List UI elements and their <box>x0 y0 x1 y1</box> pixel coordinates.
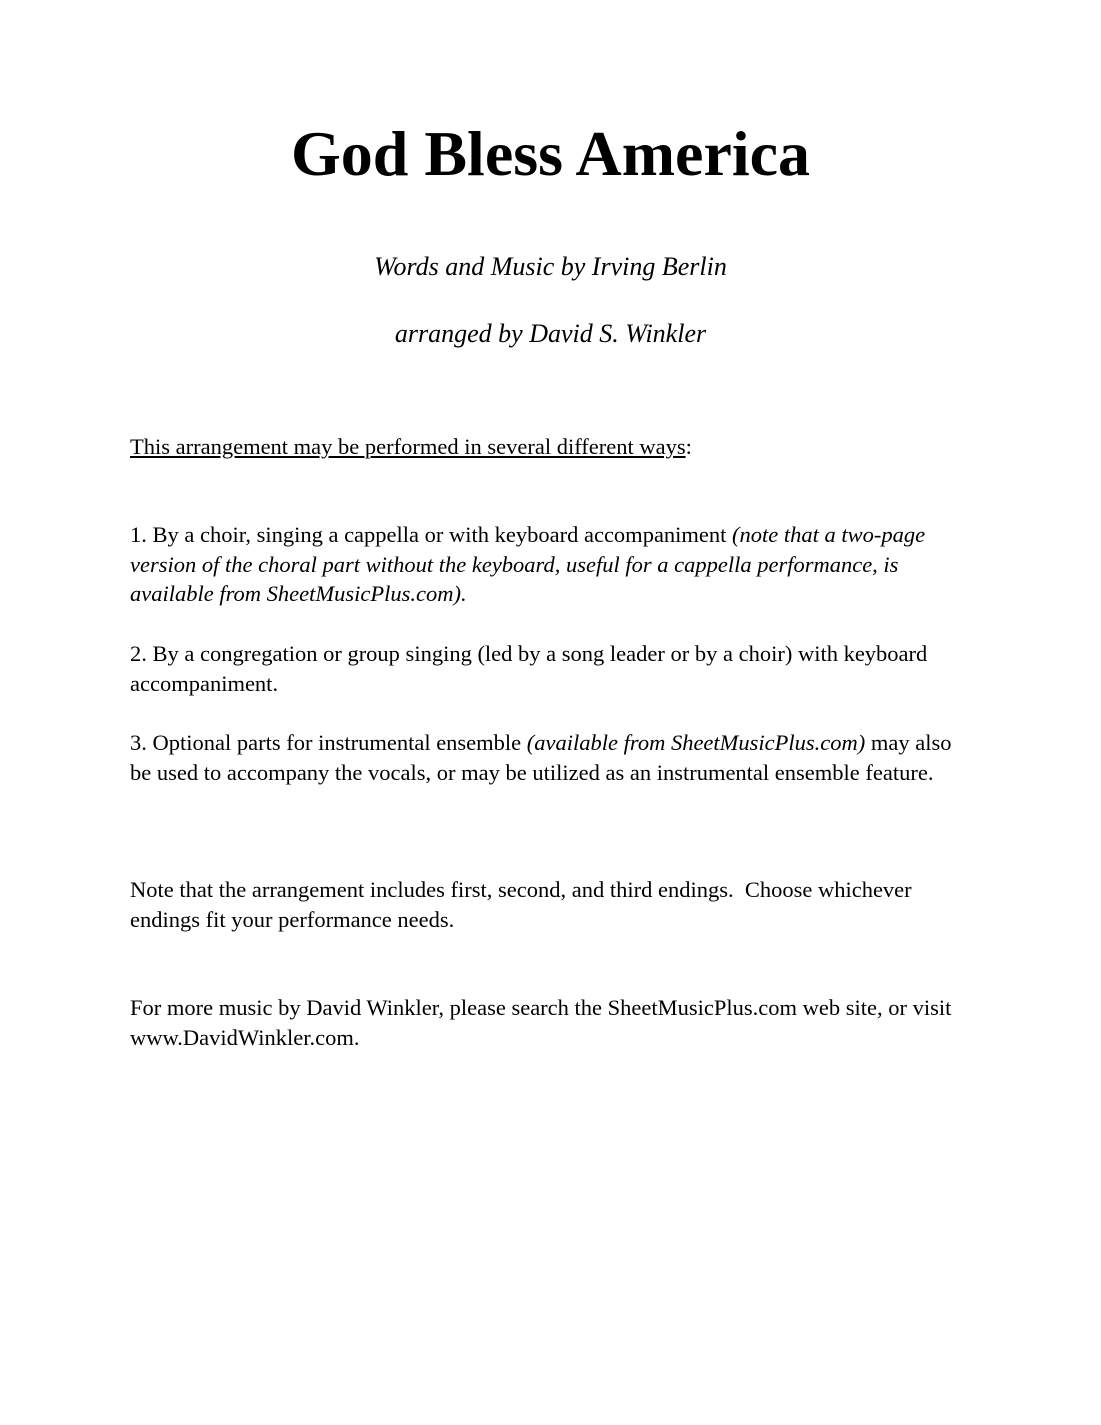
arranger-credit: arranged by David S. Winkler <box>394 319 707 348</box>
words-music-credit: Words and Music by Irving Berlin <box>374 252 727 281</box>
page-title: God Bless America <box>290 118 811 189</box>
intro-underlined: This arrangement may be performed in several different ways <box>130 434 686 459</box>
option-3-italic-note: (available from SheetMusicPlus.com) <box>526 730 866 755</box>
more-music-note: For more music by David Winkler, please search the SheetMusicPlus.com web site, or visit www.DavidWinkler.com. <box>130 995 952 1050</box>
performance-intro <box>130 432 970 462</box>
performance-option-1 <box>130 520 970 609</box>
endings-note: Note that the arrangement includes first, second, and third endings. Choose whichever endings fit your performance needs. <box>130 877 918 932</box>
option-1-text: 1. By a choir, singing a cappella or with keyboard accompaniment <box>130 522 733 547</box>
intro-suffix: : <box>685 434 692 459</box>
option-3-text: 3. Optional parts for instrumental ensemble <box>130 730 527 755</box>
performance-option-3 <box>130 728 970 787</box>
performance-option-2 <box>130 639 970 698</box>
option-3-continuation: may also be used to accompany the vocals, or may be utilized as an instrumental ensemble feature. <box>130 730 952 785</box>
option-2-text: 2. By a congregation or group singing (led by a song leader or by a choir) with keyboard accompaniment. <box>130 641 928 696</box>
option-1-italic-note: (note that a two-page version of the choral part without the keyboard, useful for a cappella performance, is available from SheetMusicPlus.com). <box>130 522 926 606</box>
